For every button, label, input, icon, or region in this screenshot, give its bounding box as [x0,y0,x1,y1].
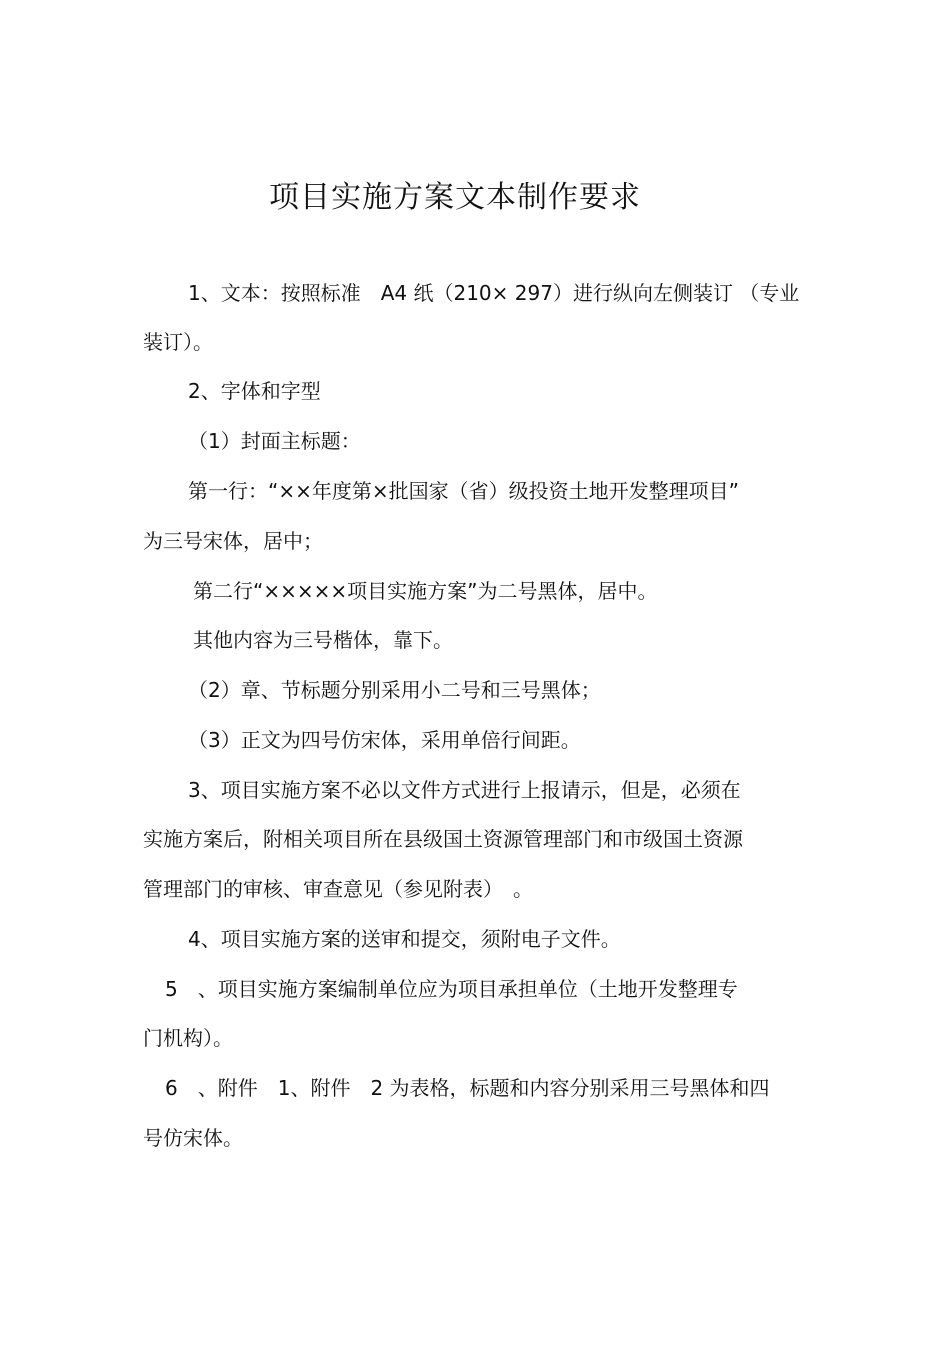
paragraph-line: 3、项目实施方案不必以文件方式进行上报请示，但是，必须在 [188,778,741,802]
paragraph-line: （2）章、节标题分别采用小二号和三号黑体； [188,678,601,702]
paragraph-line: 实施方案后，附相关项目所在县级国土资源管理部门和市级国土资源 [143,827,743,851]
paragraph-line: 6 、附件 1、附件 2 为表格，标题和内容分别采用三号黑体和四 [165,1076,770,1100]
paragraph-line: 第二行“×××××项目实施方案”为二号黑体，居中。 [193,579,658,603]
paragraph-line: 2、字体和字型 [188,379,321,403]
paragraph-line: 4、项目实施方案的送审和提交，须附电子文件。 [188,927,621,951]
paragraph-line: （1）封面主标题： [188,429,361,453]
paragraph-line: 门机构）。 [143,1026,233,1050]
paragraph-line: 1、文本：按照标准 A4 纸（210× 297）进行纵向左侧装订 （专业 [188,281,800,305]
paragraph-line: 其他内容为三号楷体，靠下。 [193,628,453,652]
paragraph-line: 管理部门的审核、审查意见（参见附表） 。 [143,877,533,901]
paragraph-line: 号仿宋体。 [143,1126,243,1150]
paragraph-line: 装订）。 [143,330,213,354]
paragraph-line: 5 、项目实施方案编制单位应为项目承担单位（土地开发整理专 [165,977,738,1001]
document-title: 项目实施方案文本制作要求 [269,180,641,215]
paragraph-line: 第一行：“××年度第×批国家（省）级投资土地开发整理项目” [188,479,739,503]
paragraph-line: 为三号宋体，居中； [143,529,323,553]
paragraph-line: （3）正文为四号仿宋体，采用单倍行间距。 [188,728,581,752]
